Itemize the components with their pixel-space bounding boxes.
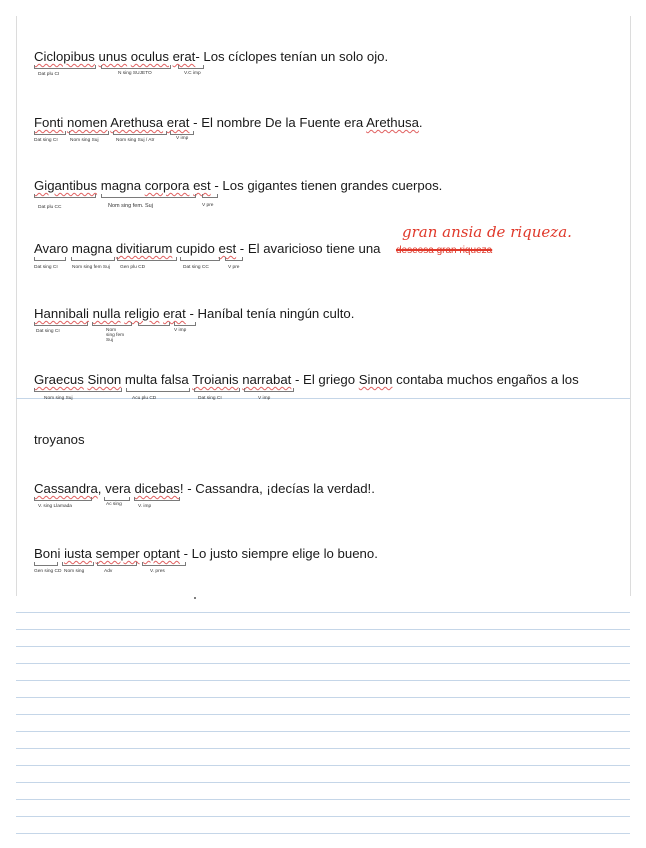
marked-word: Fonti bbox=[34, 115, 64, 130]
sentence-text: ! - Cassandra, ¡decías la verdad!. bbox=[179, 481, 375, 496]
gloss-bracket bbox=[101, 65, 171, 69]
marked-word: erat bbox=[172, 49, 196, 64]
sentence-7 bbox=[34, 481, 375, 496]
marked-word: Sinon bbox=[87, 372, 122, 387]
gloss-bracket bbox=[69, 131, 109, 135]
gloss-label: Nom sing fem. Suj bbox=[108, 203, 153, 209]
gloss-label: Nom sing Suj bbox=[70, 138, 99, 143]
sentence-text: Boni bbox=[34, 546, 61, 561]
sentence-text: - Los gigantes tienen grandes cuerpos. bbox=[210, 178, 443, 193]
gloss-bracket bbox=[92, 322, 132, 326]
sentence-text: - Los cíclopes tenían un solo ojo. bbox=[195, 49, 389, 64]
marked-word: semper bbox=[95, 546, 140, 561]
sentence-text: . bbox=[418, 115, 423, 130]
marked-word: erat bbox=[166, 115, 190, 130]
gloss-label: Dat sing CC bbox=[183, 265, 209, 270]
gloss-bracket bbox=[225, 257, 243, 261]
sentence-text: - El avaricioso tiene una bbox=[236, 241, 381, 256]
gloss-bracket bbox=[34, 194, 96, 198]
marked-word: optant bbox=[143, 546, 180, 561]
gloss-bracket bbox=[104, 497, 130, 501]
ruled-line bbox=[16, 663, 630, 664]
gloss-label: N sing SUJETO bbox=[118, 71, 152, 76]
gloss-label: Nom sing Suj / Atr bbox=[116, 138, 155, 143]
gloss-bracket bbox=[117, 257, 177, 261]
gloss-label: Gen sing CD bbox=[34, 569, 62, 574]
marked-word: corpora bbox=[144, 178, 190, 193]
gloss-bracket bbox=[244, 388, 294, 392]
gloss-label: V.C imp bbox=[184, 71, 201, 76]
marked-word: divitiarum bbox=[115, 241, 173, 256]
gloss-bracket bbox=[202, 194, 218, 198]
gloss-bracket bbox=[178, 65, 204, 69]
marked-word: nomen bbox=[67, 115, 108, 130]
marked-word: erat bbox=[163, 306, 186, 321]
sentence-text: - Lo justo siempre elige lo bueno. bbox=[179, 546, 378, 561]
marked-word: Arethusa bbox=[366, 115, 419, 130]
gloss-bracket bbox=[134, 497, 180, 501]
gloss-bracket bbox=[34, 257, 66, 261]
sentence-text: cupido bbox=[172, 241, 219, 256]
gloss-label: Nom sing Suj bbox=[44, 396, 73, 401]
gloss-label: Adv bbox=[104, 569, 113, 574]
ruled-line bbox=[16, 782, 630, 783]
handwritten-correction: gran ansia de riqueza. bbox=[402, 223, 572, 241]
sentence-6 bbox=[34, 372, 579, 387]
ruled-line bbox=[16, 816, 630, 817]
gloss-label: Nom sing fem Suj bbox=[106, 328, 125, 343]
sentence-5 bbox=[34, 306, 354, 321]
gloss-bracket bbox=[34, 562, 58, 566]
gloss-bracket bbox=[34, 65, 96, 69]
sentence-4 bbox=[34, 241, 381, 256]
marked-word: Troianis bbox=[192, 372, 239, 387]
sentence-2 bbox=[34, 115, 423, 130]
gloss-label: V imp bbox=[174, 328, 187, 333]
page-break-line bbox=[16, 398, 630, 399]
gloss-bracket bbox=[194, 388, 240, 392]
marked-word: nulla bbox=[92, 306, 121, 321]
marked-word: oculus bbox=[130, 49, 169, 64]
sentence-8 bbox=[34, 546, 378, 561]
gloss-bracket bbox=[170, 131, 194, 135]
marked-word: Hannibali bbox=[34, 306, 89, 321]
marked-word: Ciclopibus bbox=[34, 49, 95, 64]
gloss-label: Dat plu CC bbox=[38, 205, 62, 210]
marked-word: narrabat bbox=[242, 372, 292, 387]
marked-word: Graecus bbox=[34, 372, 84, 387]
gloss-bracket bbox=[34, 131, 66, 135]
marked-word: est bbox=[193, 178, 211, 193]
ruled-line bbox=[16, 765, 630, 766]
gloss-bracket bbox=[126, 388, 190, 392]
gloss-bracket bbox=[101, 194, 196, 198]
sentence-text: - Haníbal tenía ningún culto. bbox=[185, 306, 355, 321]
ruled-line bbox=[16, 731, 630, 732]
gloss-label: V. pres bbox=[150, 569, 165, 574]
marked-word: Arethusa bbox=[110, 115, 164, 130]
struck-text: deseosa gran riqueza bbox=[396, 245, 493, 256]
marked-word: Sinon bbox=[358, 372, 393, 387]
gloss-bracket bbox=[34, 388, 122, 392]
sentence-text: magna bbox=[97, 178, 145, 193]
gloss-label: V imp bbox=[258, 396, 271, 401]
ruled-line bbox=[16, 799, 630, 800]
gloss-bracket bbox=[113, 131, 167, 135]
gloss-label: Dat sing CI bbox=[36, 329, 60, 334]
sentence-text: - El nombre De la Fuente era bbox=[189, 115, 367, 130]
sentence-3 bbox=[34, 178, 442, 193]
gloss-label: Nom sing bbox=[64, 569, 85, 574]
gloss-label: Ac sing bbox=[106, 502, 122, 507]
gloss-label: Dat sing CI bbox=[34, 138, 58, 143]
gloss-label: V. sing Llamada bbox=[38, 504, 72, 509]
gloss-label: Gen plu CD bbox=[120, 265, 146, 270]
page-margin-right bbox=[630, 16, 631, 596]
gloss-label: Dat sing CI bbox=[198, 396, 222, 401]
page-margin-left bbox=[16, 16, 17, 596]
marked-word: religio bbox=[124, 306, 160, 321]
pen-dot bbox=[194, 597, 196, 599]
sentence-text: multa falsa bbox=[121, 372, 193, 387]
gloss-bracket bbox=[138, 322, 170, 326]
sentence-text: - El griego bbox=[291, 372, 359, 387]
marked-word: est bbox=[218, 241, 237, 256]
gloss-label: Dat sing CI bbox=[34, 265, 58, 270]
ruled-line bbox=[16, 714, 630, 715]
ruled-line bbox=[16, 748, 630, 749]
ruled-line bbox=[16, 629, 630, 630]
marked-word: Gigantibus bbox=[34, 178, 98, 193]
ruled-line bbox=[16, 680, 630, 681]
gloss-label: V. imp bbox=[138, 504, 152, 509]
gloss-label: V imp bbox=[176, 136, 189, 141]
ruled-line bbox=[16, 612, 630, 613]
gloss-label: V pre bbox=[202, 203, 214, 208]
marked-word: Cassandra bbox=[34, 481, 98, 496]
sentence-1 bbox=[34, 49, 388, 64]
ruled-line bbox=[16, 646, 630, 647]
marked-word: dicebas bbox=[134, 481, 180, 496]
gloss-bracket bbox=[71, 257, 115, 261]
sentence-6-continuation: troyanos bbox=[34, 432, 85, 447]
gloss-bracket bbox=[97, 562, 137, 566]
gloss-label: Nom sing fem Suj bbox=[72, 265, 110, 270]
gloss-bracket bbox=[34, 322, 88, 326]
ruled-line bbox=[16, 697, 630, 698]
gloss-bracket bbox=[180, 257, 220, 261]
sentence-text: Avaro magna bbox=[34, 241, 116, 256]
gloss-bracket bbox=[174, 322, 196, 326]
sentence-text: , vera bbox=[97, 481, 135, 496]
gloss-bracket bbox=[62, 562, 94, 566]
marked-word: iusta bbox=[64, 546, 92, 561]
sentence-text: contaba muchos engaños a los bbox=[392, 372, 579, 387]
gloss-label: Dat plu CI bbox=[38, 72, 60, 77]
marked-word: unus bbox=[98, 49, 128, 64]
gloss-bracket bbox=[34, 497, 92, 501]
gloss-bracket bbox=[142, 562, 186, 566]
gloss-label: Acu plu CD bbox=[132, 396, 157, 401]
gloss-label: V pre bbox=[228, 265, 240, 270]
ruled-line bbox=[16, 833, 630, 834]
